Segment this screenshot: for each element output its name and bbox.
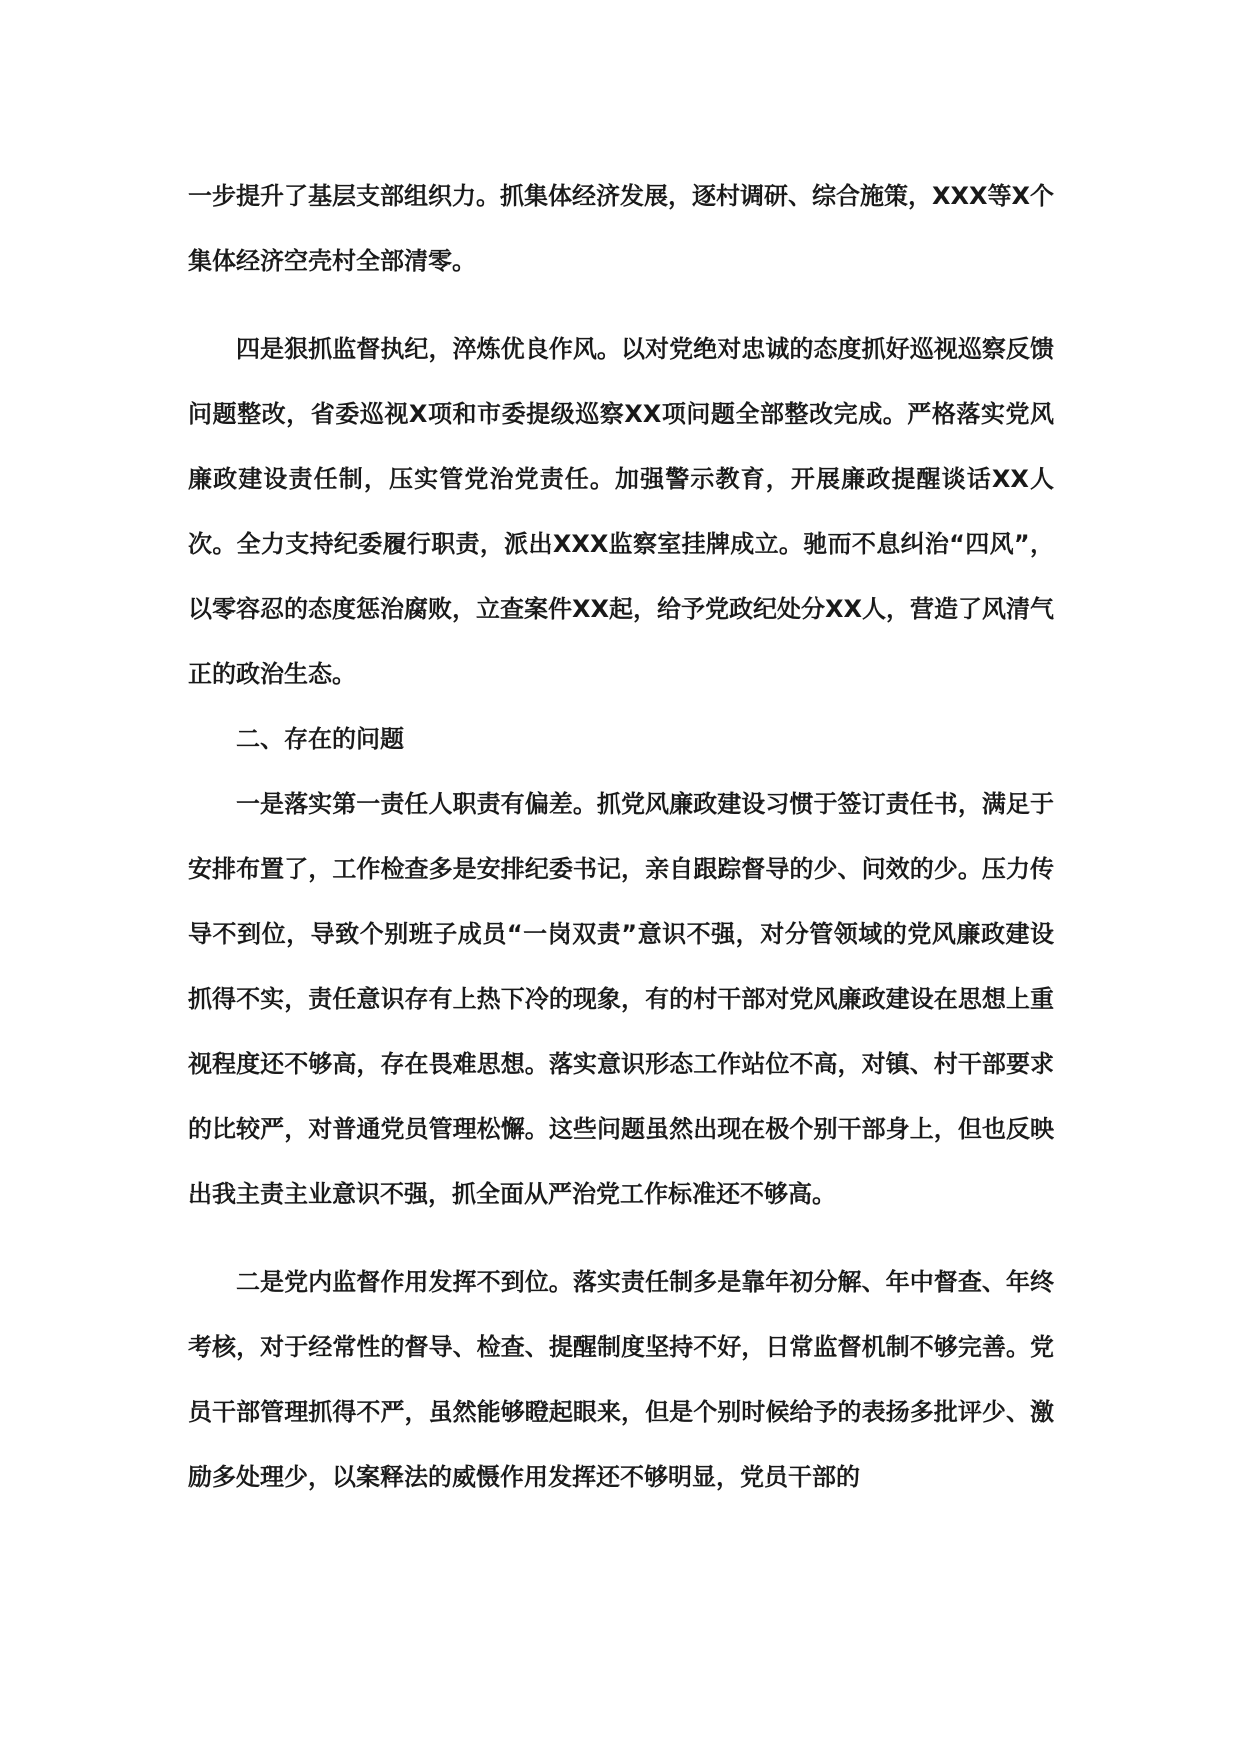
document-body — [188, 164, 1054, 1510]
paragraph-problem-one: 一是落实第一责任人职责有偏差。抓党风廉政建设习惯于签订责任书，满足于安排布置了，工作检查多是安排纪委书记，亲自跟踪督导的少、问效的少。压力传导不到位，导致个别班子成员“一岗双责”意识不强，对分管领域的党风廉政建设抓得不实，责任意识存有上热下冷的现象，有的村干部对党风廉政建设在思想上重视程度还不够高，存在畏难思想。落实意识形态工作站位不高，对镇、村干部要求的比较严，对普通党员管理松懈。这些问题虽然出现在极个别干部身上，但也反映出我主责主业意识不强，抓全面从严治党工作标准还不够高。 — [188, 790, 1054, 1208]
paragraph-continuation: 一步提升了基层支部组织力。抓集体经济发展，逐村调研、综合施策，XXX等X个集体经济空壳村全部清零。 — [188, 182, 1055, 275]
paragraph-problem-two: 二是党内监督作用发挥不到位。落实责任制多是靠年初分解、年中督查、年终考核，对于经常性的督导、检查、提醒制度坚持不好，日常监督机制不够完善。党员干部管理抓得不严，虽然能够瞪起眼来，但是个别时候给予的表扬多批评少、激励多处理少，以案释法的威慑作用发挥还不够明显，党员干部的 — [188, 1268, 1054, 1491]
section-heading-problems: 二、存在的问题 — [236, 725, 404, 753]
paragraph-supervision: 四是狠抓监督执纪，淬炼优良作风。以对党绝对忠诚的态度抓好巡视巡察反馈问题整改，省委巡视X项和市委提级巡察XX项问题全部整改完成。严格落实党风廉政建设责任制，压实管党治党责任。加强警示教育，开展廉政提醒谈话XX人次。全力支持纪委履行职责，派出XXX监察室挂牌成立。驰而不息纠治“四风”，以零容忍的态度惩治腐败，立查案件XX起，给予党政纪处分XX人，营造了风清气正的政治生态。 — [188, 335, 1055, 688]
